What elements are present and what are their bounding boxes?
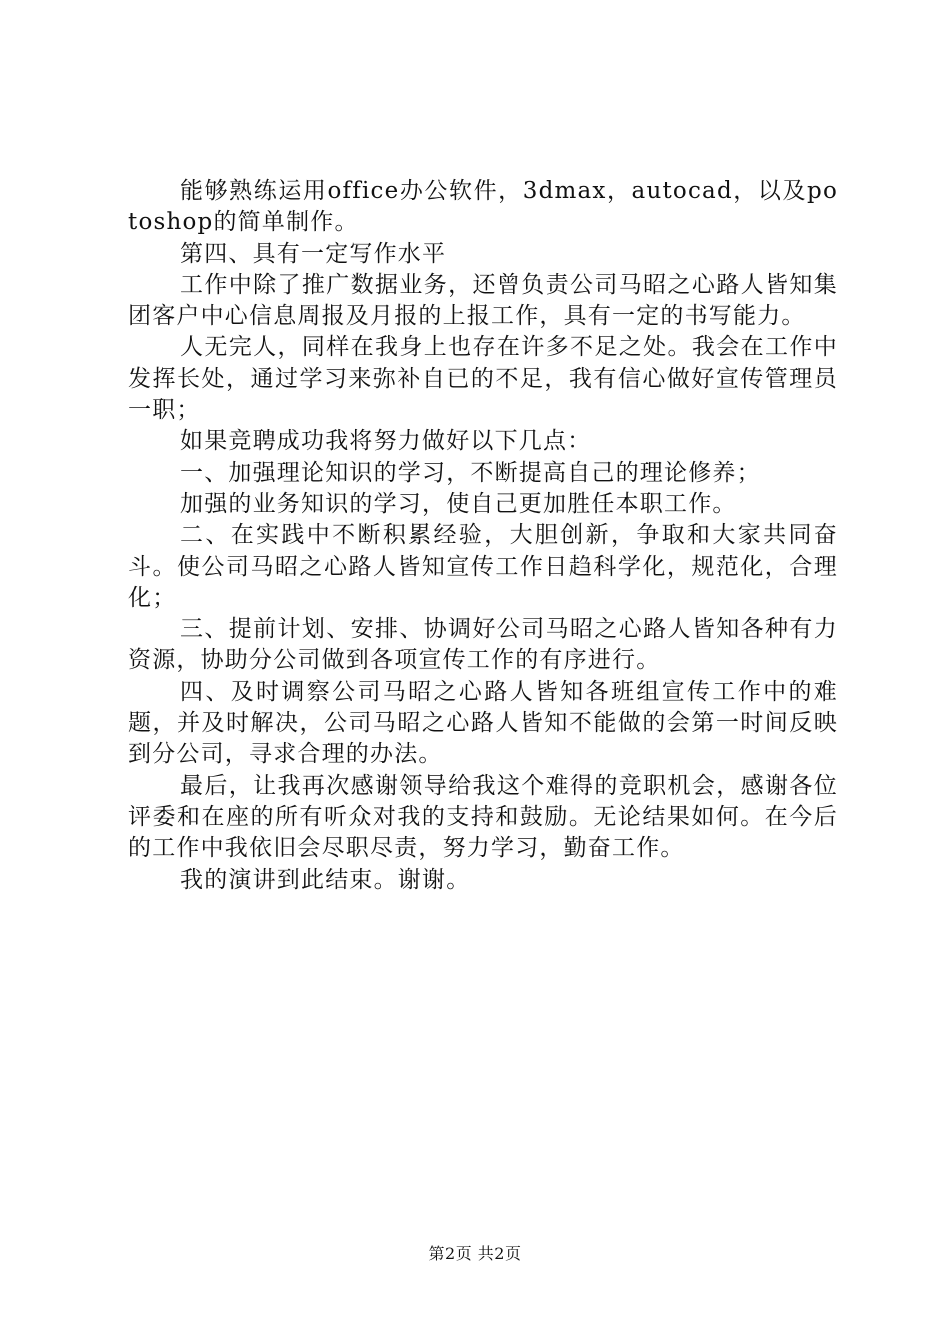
- document-body: [128, 176, 838, 896]
- paragraph-plan-2: 二、在实践中不断积累经验，大胆创新，争取和大家共同奋斗。使公司马昭之心路人皆知宣传工作日趋科学化，规范化，合理化；: [128, 522, 838, 611]
- paragraph-closing: 我的演讲到此结束。谢谢。: [180, 866, 471, 893]
- paragraph-writing-experience: 工作中除了推广数据业务，还曾负责公司马昭之心路人皆知集团客户中心信息周报及月报的上报工作，具有一定的书写能力。: [128, 271, 838, 330]
- paragraph-thanks: 最后，让我再次感谢领导给我这个难得的竞职机会，感谢各位评委和在座的所有听众对我的支持和鼓励。无论结果如何。在今后的工作中我依旧会尽职尽责，努力学习，勤奋工作。: [128, 772, 838, 862]
- paragraph-plan-3: 三、提前计划、安排、协调好公司马昭之心路人皆知各种有力资源，协助分公司做到各项宣传工作的有序进行。: [128, 616, 838, 674]
- paragraph-heading-writing: 第四、具有一定写作水平: [180, 240, 447, 267]
- paragraph-plan-4: 四、及时调察公司马昭之心路人皆知各班组宣传工作中的难题，并及时解决，公司马昭之心路人皆知不能做的会第一时间反映到分公司，寻求合理的办法。: [128, 678, 838, 768]
- paragraph-plan-1: 一、加强理论知识的学习，不断提高自己的理论修养；: [180, 459, 761, 486]
- paragraph-shortcomings: 人无完人，同样在我身上也存在许多不足之处。我会在工作中发挥长处，通过学习来弥补自已的不足，我有信心做好宣传管理员一职；: [128, 334, 838, 424]
- paragraph-skills: 能够熟练运用office办公软件，3dmax，autocad，以及potoshop的简单制作。: [128, 178, 838, 236]
- paragraph-plans-intro: 如果竞聘成功我将努力做好以下几点：: [180, 428, 592, 455]
- paragraph-plan-1-detail: 加强的业务知识的学习，使自己更加胜任本职工作。: [180, 490, 737, 517]
- page-number-footer: 第2页 共2页: [428, 1244, 522, 1263]
